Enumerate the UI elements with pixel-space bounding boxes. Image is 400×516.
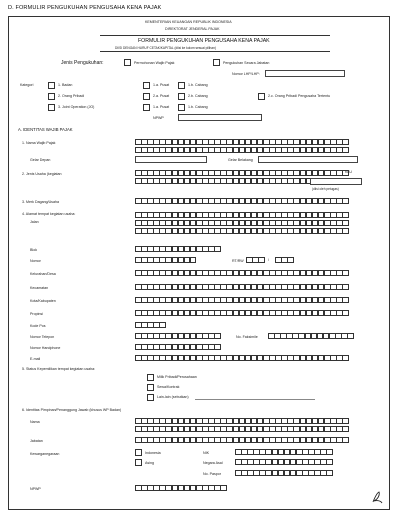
sewa-checkbox[interactable] — [147, 384, 154, 391]
header-divider-2 — [100, 51, 330, 52]
jenis-jabatan-label: Pengukuhan Secara Jabatan — [223, 61, 270, 65]
jabatan-grid[interactable] — [135, 437, 348, 443]
grid-cell[interactable] — [214, 333, 221, 339]
grid-cell[interactable] — [190, 257, 197, 263]
nik-grid[interactable] — [235, 449, 333, 455]
gelar-depan-field[interactable] — [135, 156, 207, 163]
form-frame — [8, 16, 390, 510]
email-label: E-mail — [30, 357, 41, 361]
section-a-title: A. IDENTITAS WAJIB PAJAK — [18, 127, 73, 132]
gelar-belakang-label: Gelar Belakang — [228, 158, 253, 162]
kecamatan-grid[interactable] — [135, 284, 348, 290]
grid-cell[interactable] — [258, 257, 265, 263]
grid-cell[interactable] — [342, 212, 349, 218]
klu-label: KLU — [345, 170, 352, 174]
nama-pimpinan-grid-2[interactable] — [135, 426, 348, 432]
jenis-usaha-label: 2. Jenis Usaha (kegiatan — [22, 172, 62, 176]
kategori-1a-checkbox[interactable] — [143, 82, 150, 89]
grid-cell[interactable] — [342, 297, 349, 303]
email-grid[interactable] — [135, 355, 348, 361]
propinsi-label: Propinsi — [30, 312, 43, 316]
jenis-permohonan-checkbox[interactable] — [124, 59, 131, 66]
nama-wp-label: 1. Nama Wajib Pajak — [22, 141, 56, 145]
grid-cell[interactable] — [342, 198, 349, 204]
jalan-label: Jalan — [30, 220, 39, 224]
negara-asal-grid[interactable] — [235, 459, 333, 465]
jenis-usaha-grid[interactable] — [135, 170, 348, 176]
grid-cell[interactable] — [347, 333, 354, 339]
rtrw-label: RT/RW — [232, 259, 244, 263]
pimpinan-npwp-grid[interactable] — [135, 485, 226, 491]
kategori-1a-jo-checkbox[interactable] — [143, 104, 150, 111]
kelurahan-grid[interactable] — [135, 270, 348, 276]
handwritten-mark — [370, 490, 384, 504]
kategori-jo-label: 3. Joint Operation (JO) — [58, 105, 95, 109]
section-title: D. FORMULIR PENGUKUHAN PENGUSAHA KENA PAJAK — [8, 5, 162, 11]
grid-cell[interactable] — [342, 355, 349, 361]
kecamatan-label: Kecamatan — [30, 286, 49, 290]
kewarganegaraan-label: Kewarganegaraan — [30, 452, 60, 456]
grid-cell[interactable] — [342, 147, 349, 153]
kategori-2a-label: 2.a. Pusat — [153, 94, 170, 98]
grid-cell[interactable] — [342, 228, 349, 234]
faksimile-grid[interactable] — [268, 333, 353, 339]
kategori-badan-label: 1. Badan — [58, 83, 73, 87]
grid-cell[interactable] — [342, 220, 349, 226]
propinsi-grid[interactable] — [135, 310, 348, 316]
pimpinan-label: 6. Identitas Pimpinan/Penanggung Jawab (khusus WP Badan) — [22, 408, 122, 412]
indonesia-checkbox[interactable] — [135, 449, 142, 456]
grid-cell[interactable] — [214, 344, 221, 350]
grid-cell[interactable] — [326, 459, 333, 465]
blok-grid[interactable] — [135, 246, 220, 252]
grid-cell[interactable] — [220, 485, 227, 491]
lain-checkbox[interactable] — [147, 394, 154, 401]
alamat-label: 4. Alamat tempat kegiatan usaha: — [22, 212, 76, 216]
jalan-grid[interactable] — [135, 212, 348, 218]
grid-cell[interactable] — [287, 257, 294, 263]
blok-label: Blok — [30, 248, 37, 252]
kategori-1b-label: 1.b. Cabang — [188, 83, 208, 87]
ministry-name: KEMENTERIAN KEUANGAN REPUBLIK INDONESIA — [145, 20, 232, 24]
kategori-op-label: 2. Orang Pribadi — [58, 94, 85, 98]
header-divider — [100, 35, 330, 36]
kota-grid[interactable] — [135, 297, 348, 303]
grid-cell[interactable] — [326, 470, 333, 476]
merk-dagang-grid[interactable] — [135, 198, 348, 204]
lain-label: Lain-lain (sebutkan) — [157, 395, 189, 399]
kodepos-grid[interactable] — [135, 322, 165, 328]
kategori-1b-jo-label: 1.b. Cabang — [188, 105, 208, 109]
kelurahan-label: Kelurahan/Desa — [30, 272, 56, 276]
jenis-jabatan-checkbox[interactable] — [213, 59, 220, 66]
paspor-label: No. Paspor — [203, 472, 221, 476]
rw-grid[interactable] — [275, 257, 293, 263]
status-label: 5. Status Kepemilikan tempat kegiatan usaha: — [22, 367, 96, 371]
handphone-grid[interactable] — [135, 344, 220, 350]
sewa-label: Sewa/Kontrak — [157, 385, 180, 389]
kategori-2a-checkbox[interactable] — [143, 93, 150, 100]
jalan-grid-3[interactable] — [135, 228, 348, 234]
gelar-depan-label: Gelar Depan — [30, 158, 51, 162]
kategori-npwp-label: NPWP — [153, 116, 164, 120]
grid-cell[interactable] — [342, 310, 349, 316]
negara-asal-label: Negara Asal — [203, 461, 223, 465]
jalan-grid-2[interactable] — [135, 220, 348, 226]
asing-label: Asing — [145, 461, 154, 465]
grid-cell[interactable] — [342, 418, 349, 424]
kota-label: Kota/Kabupaten — [30, 299, 56, 303]
kodepos-label: Kode Pos — [30, 324, 46, 328]
milik-label: Milik Pribadi/Perusahaan — [157, 375, 197, 379]
kategori-2c-label: 2.c. Orang Pribadi Pengusaha Tertentu — [268, 94, 331, 98]
form-title: FORMULIR PENGUKUHAN PENGUSAHA KENA PAJAK — [138, 38, 270, 44]
nama-pimpinan-grid[interactable] — [135, 418, 348, 424]
gelar-belakang-field[interactable] — [258, 156, 358, 163]
rtrw-separator: / — [268, 258, 269, 262]
kategori-label: Kategori — [20, 83, 34, 87]
rt-grid[interactable] — [246, 257, 264, 263]
kategori-1a-label: 1.a. Pusat — [153, 83, 170, 87]
handphone-label: Nomor Handphone — [30, 346, 61, 350]
nomor-lhp-field[interactable] — [265, 70, 345, 77]
kategori-2b-checkbox[interactable] — [178, 93, 185, 100]
grid-cell[interactable] — [159, 322, 166, 328]
jenis-label: Jenis Pengukuhan: — [61, 60, 104, 66]
jenis-permohonan-label: Permohonan Wajib Pajak — [134, 61, 175, 65]
lain-line — [195, 399, 315, 400]
asing-checkbox[interactable] — [135, 459, 142, 466]
grid-cell[interactable] — [214, 246, 221, 252]
kategori-2c-checkbox[interactable] — [258, 93, 265, 100]
kategori-jo-checkbox[interactable] — [48, 104, 55, 111]
kategori-badan-checkbox[interactable] — [48, 82, 55, 89]
grid-cell[interactable] — [342, 426, 349, 432]
merk-dagang-label: 3. Merk Dagang/Usaha — [22, 200, 59, 204]
directorate-name: DIREKTORAT JENDERAL PAJAK — [165, 27, 220, 31]
faksimile-label: No. Faksimile — [236, 335, 258, 339]
grid-cell[interactable] — [342, 284, 349, 290]
form-instruction: DIISI DENGAN HURUF CETAK/KAPITAL (diisi ke kolom sesuai pilihan) — [115, 46, 216, 50]
kategori-1b-checkbox[interactable] — [178, 82, 185, 89]
kategori-npwp-field[interactable] — [178, 114, 262, 121]
grid-cell[interactable] — [342, 139, 349, 145]
jabatan-label: Jabatan — [30, 439, 43, 443]
grid-cell[interactable] — [326, 449, 333, 455]
nama-wp-grid-2[interactable] — [135, 147, 348, 153]
nama-wp-grid[interactable] — [135, 139, 348, 145]
nomor-label: Nomor — [30, 259, 41, 263]
klu-field[interactable] — [310, 178, 362, 185]
telepon-grid[interactable] — [135, 333, 220, 339]
nik-label: NIK — [203, 451, 209, 455]
nama-pimpinan-label: Nama — [30, 420, 40, 424]
klu-note: (diisi oleh petugas) — [312, 187, 339, 191]
indonesia-label: Indonesia — [145, 451, 161, 455]
kategori-op-checkbox[interactable] — [48, 93, 55, 100]
telepon-label: Nomor Telepon — [30, 335, 55, 339]
paspor-grid[interactable] — [235, 470, 333, 476]
kategori-1b-jo-checkbox[interactable] — [178, 104, 185, 111]
nomor-lhp-label: Nomor LHP/LHP: — [232, 72, 260, 76]
pimpinan-npwp-label: NPWP — [30, 487, 41, 491]
nomor-grid[interactable] — [135, 257, 196, 263]
kategori-1a-jo-label: 1.a. Pusat — [153, 105, 170, 109]
grid-cell[interactable] — [342, 437, 349, 443]
grid-cell[interactable] — [342, 270, 349, 276]
kategori-2b-label: 2.b. Cabang — [188, 94, 208, 98]
milik-checkbox[interactable] — [147, 374, 154, 381]
